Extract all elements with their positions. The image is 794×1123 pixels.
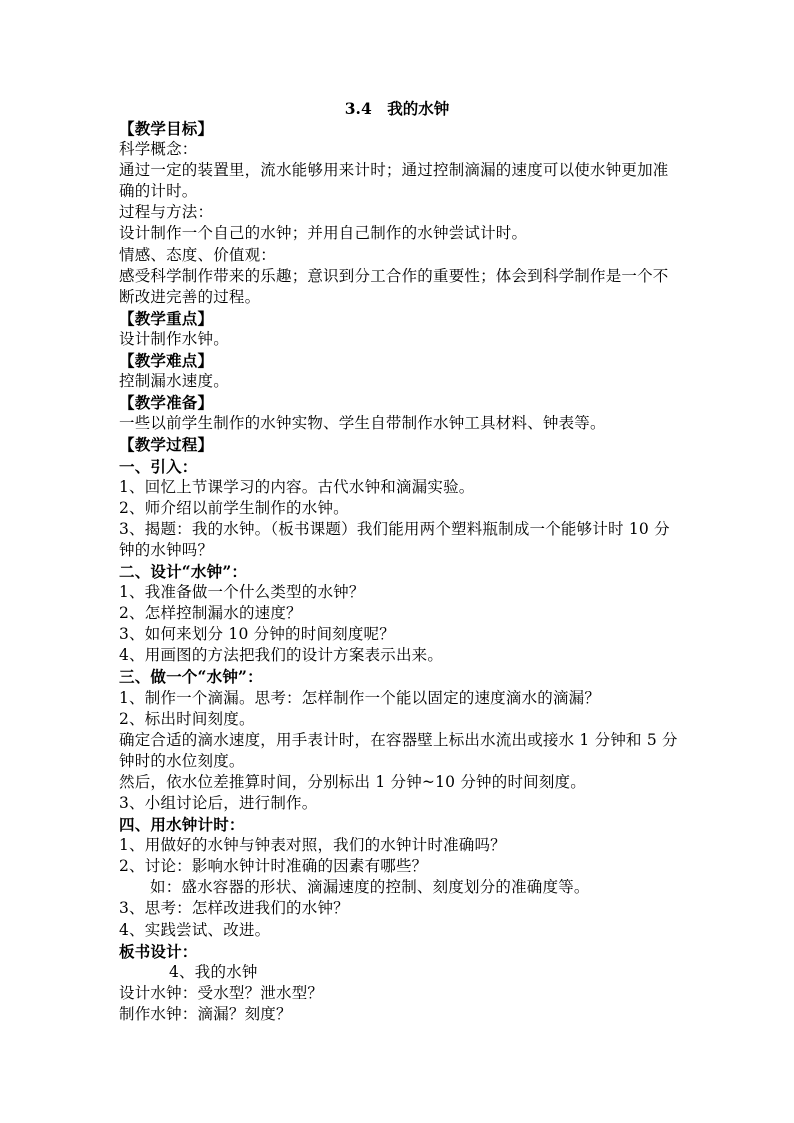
body-text-line: 断改进完善的过程。 <box>119 287 261 306</box>
section-heading: 二、设计“水钟”： <box>119 561 248 581</box>
section-heading: 【教学难点】 <box>119 351 214 371</box>
body-text-line: 确定合适的滴水速度，用手表计时，在容器壁上标出水流出或接水 1 分钟和 5 分 <box>119 730 678 749</box>
body-text-line: 钟时的水位刻度。 <box>119 751 245 770</box>
body-text-line: 设计制作一个自己的水钟；并用自己制作的水钟尝试计时。 <box>119 224 528 243</box>
body-text-line: 1、我准备做一个什么类型的水钟？ <box>119 583 365 602</box>
document-title: 3.4 我的水钟 <box>344 99 450 118</box>
body-text-line: 通过一定的装置里，流水能够用来计时；通过控制滴漏的速度可以使水钟更加准 <box>119 161 669 180</box>
body-text-line: 3、如何来划分 10 分钟的时间刻度呢？ <box>119 625 395 644</box>
section-heading: 一、引入： <box>119 456 198 476</box>
body-text-line: 3、小组讨论后，进行制作。 <box>119 794 318 812</box>
body-text-line: 4、实践尝试、改进。 <box>119 920 271 939</box>
body-text-line: 情感、态度、价值观： <box>119 245 277 264</box>
body-text-line: 设计水钟：受水型？泄水型？ <box>119 983 324 1002</box>
document-body <box>119 118 679 1025</box>
body-text-line: 一些以前学生制作的水钟实物、学生自带制作水钟工具材料、钟表等。 <box>119 414 606 433</box>
body-text-line: 然后，依水位差推算时间，分别标出 1 分钟~10 分钟的时间刻度。 <box>119 772 586 791</box>
body-text-line: 4、我的水钟 <box>169 962 258 981</box>
body-text-line: 过程与方法： <box>119 203 214 222</box>
body-text-line: 2、师介绍以前学生制作的水钟。 <box>119 498 349 517</box>
body-text-line: 制作水钟：滴漏？刻度？ <box>119 1004 292 1023</box>
body-text-line: 1、制作一个滴漏。思考：怎样制作一个能以固定的速度滴水的滴漏？ <box>119 688 601 707</box>
body-text-line: 钟的水钟吗？ <box>119 540 214 559</box>
body-text-line: 感受科学制作带来的乐趣；意识到分工合作的重要性；体会到科学制作是一个不 <box>119 266 669 285</box>
body-text-line: 1、回忆上节课学习的内容。古代水钟和滴漏实验。 <box>119 477 475 496</box>
section-heading: 【教学重点】 <box>119 308 214 328</box>
body-text-line: 控制漏水速度。 <box>119 372 229 391</box>
body-text-line: 2、标出时间刻度。 <box>119 709 255 728</box>
body-text-line: 3、揭题：我的水钟。（板书课题）我们能用两个塑料瓶制成一个能够计时 10 分 <box>119 519 670 538</box>
body-text-line: 2、怎样控制漏水的速度？ <box>119 604 302 623</box>
section-heading: 【教学过程】 <box>119 435 214 455</box>
body-text-line: 如：盛水容器的形状、滴漏速度的控制、刻度划分的准确度等。 <box>150 878 590 897</box>
section-heading: 四、用水钟计时： <box>119 815 245 835</box>
body-text-line: 3、思考：怎样改进我们的水钟？ <box>119 899 349 918</box>
body-text-line: 1、用做好的水钟与钟表对照，我们的水钟计时准确吗？ <box>119 836 506 855</box>
body-text-line: 确的计时。 <box>119 182 198 201</box>
body-text-line: 科学概念： <box>119 140 198 159</box>
section-heading: 三、做一个“水钟”： <box>119 667 263 687</box>
body-text-line: 4、用画图的方法把我们的设计方案表示出来。 <box>119 646 444 665</box>
section-heading: 【教学准备】 <box>119 393 214 413</box>
section-heading: 板书设计： <box>119 941 198 961</box>
section-heading: 【教学目标】 <box>119 119 214 138</box>
body-text-line: 设计制作水钟。 <box>119 329 229 348</box>
body-text-line: 2、讨论：影响水钟计时准确的因素有哪些？ <box>119 857 428 876</box>
